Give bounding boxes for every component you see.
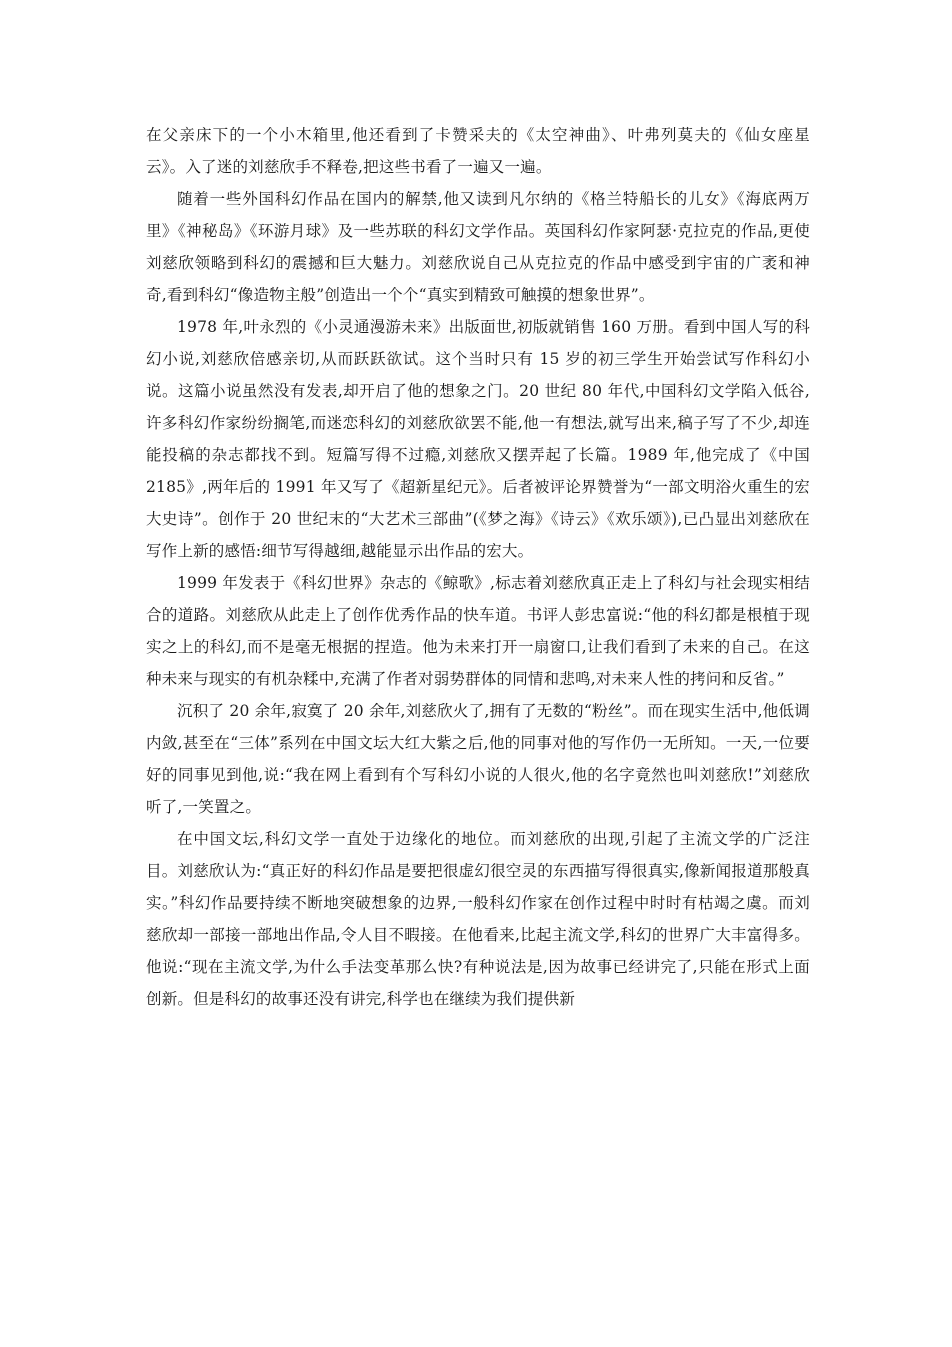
paragraph-2: 随着一些外国科幻作品在国内的解禁,他又读到凡尔纳的《格兰特船长的儿女》《海底两万里》《神秘岛》《环游月球》及一些苏联的科幻文学作品。英国科幻作家阿瑟·克拉克的作品,更使刘慈欣领略到科幻的震撼和巨大魅力。刘慈欣说自己从克拉克的作品中感受到宇宙的广袤和神奇,看到科幻“像造物主般”创造出一个个“真实到精致可触摸的想象世界”。	[146, 190, 810, 304]
paragraph-4: 1999 年发表于《科幻世界》杂志的《鲸歌》,标志着刘慈欣真正走上了科幻与社会现实相结合的道路。刘慈欣从此走上了创作优秀作品的快车道。书评人彭忠富说:“他的科幻都是根植于现实之上的科幻,而不是毫无根据的捏造。他为未来打开一扇窗口,让我们看到了未来的自己。在这种未来与现实的有机杂糅中,充满了作者对弱势群体的同情和悲鸣,对未来人性的拷问和反省。”	[146, 574, 810, 688]
paragraph-1: 在父亲床下的一个小木箱里,他还看到了卡赞采夫的《太空神曲》、叶弗列莫夫的《仙女座星云》。入了迷的刘慈欣手不释卷,把这些书看了一遍又一遍。	[146, 126, 810, 176]
paragraph-5: 沉积了 20 余年,寂寞了 20 余年,刘慈欣火了,拥有了无数的“粉丝”。而在现实生活中,他低调内敛,甚至在“三体”系列在中国文坛大红大紫之后,他的同事对他的写作仍一无所知。一天,一位要好的同事见到他,说:“我在网上看到有个写科幻小说的人很火,他的名字竟然也叫刘慈欣!”刘慈欣听了,一笑置之。	[146, 702, 810, 816]
paragraph-3: 1978 年,叶永烈的《小灵通漫游未来》出版面世,初版就销售 160 万册。看到中国人写的科幻小说,刘慈欣倍感亲切,从而跃跃欲试。这个当时只有 15 岁的初三学生开始尝试写作科幻小说。这篇小说虽然没有发表,却开启了他的想象之门。20 世纪 80 年代,中国科幻文学陷入低谷,许多科幻作家纷纷搁笔,而迷恋科幻的刘慈欣欲罢不能,他一有想法,就写出来,稿子写了不少,却连能投稿的杂志都找不到。短篇写得不过瘾,刘慈欣又摆弄起了长篇。1989 年,他完成了《中国 2185》,两年后的 1991 年又写了《超新星纪元》。后者被评论界赞誉为“一部文明浴火重生的宏大史诗”。创作于 20 世纪末的“大艺术三部曲”(《梦之海》《诗云》《欢乐颂》),已凸显出刘慈欣在写作上新的感悟:细节写得越细,越能显示出作品的宏大。	[146, 318, 810, 560]
paragraph-6: 在中国文坛,科幻文学一直处于边缘化的地位。而刘慈欣的出现,引起了主流文学的广泛注目。刘慈欣认为:“真正好的科幻作品是要把很虚幻很空灵的东西描写得很真实,像新闻报道那般真实。”科幻作品要持续不断地突破想象的边界,一般科幻作家在创作过程中时时有枯竭之虞。而刘慈欣却一部接一部地出作品,令人目不暇接。在他看来,比起主流文学,科幻的世界广大丰富得多。他说:“现在主流文学,为什么手法变革那么快?有种说法是,因为故事已经讲完了,只能在形式上面创新。但是科幻的故事还没有讲完,科学也在继续为我们提供新	[146, 830, 810, 1008]
document-page	[146, 119, 810, 1015]
